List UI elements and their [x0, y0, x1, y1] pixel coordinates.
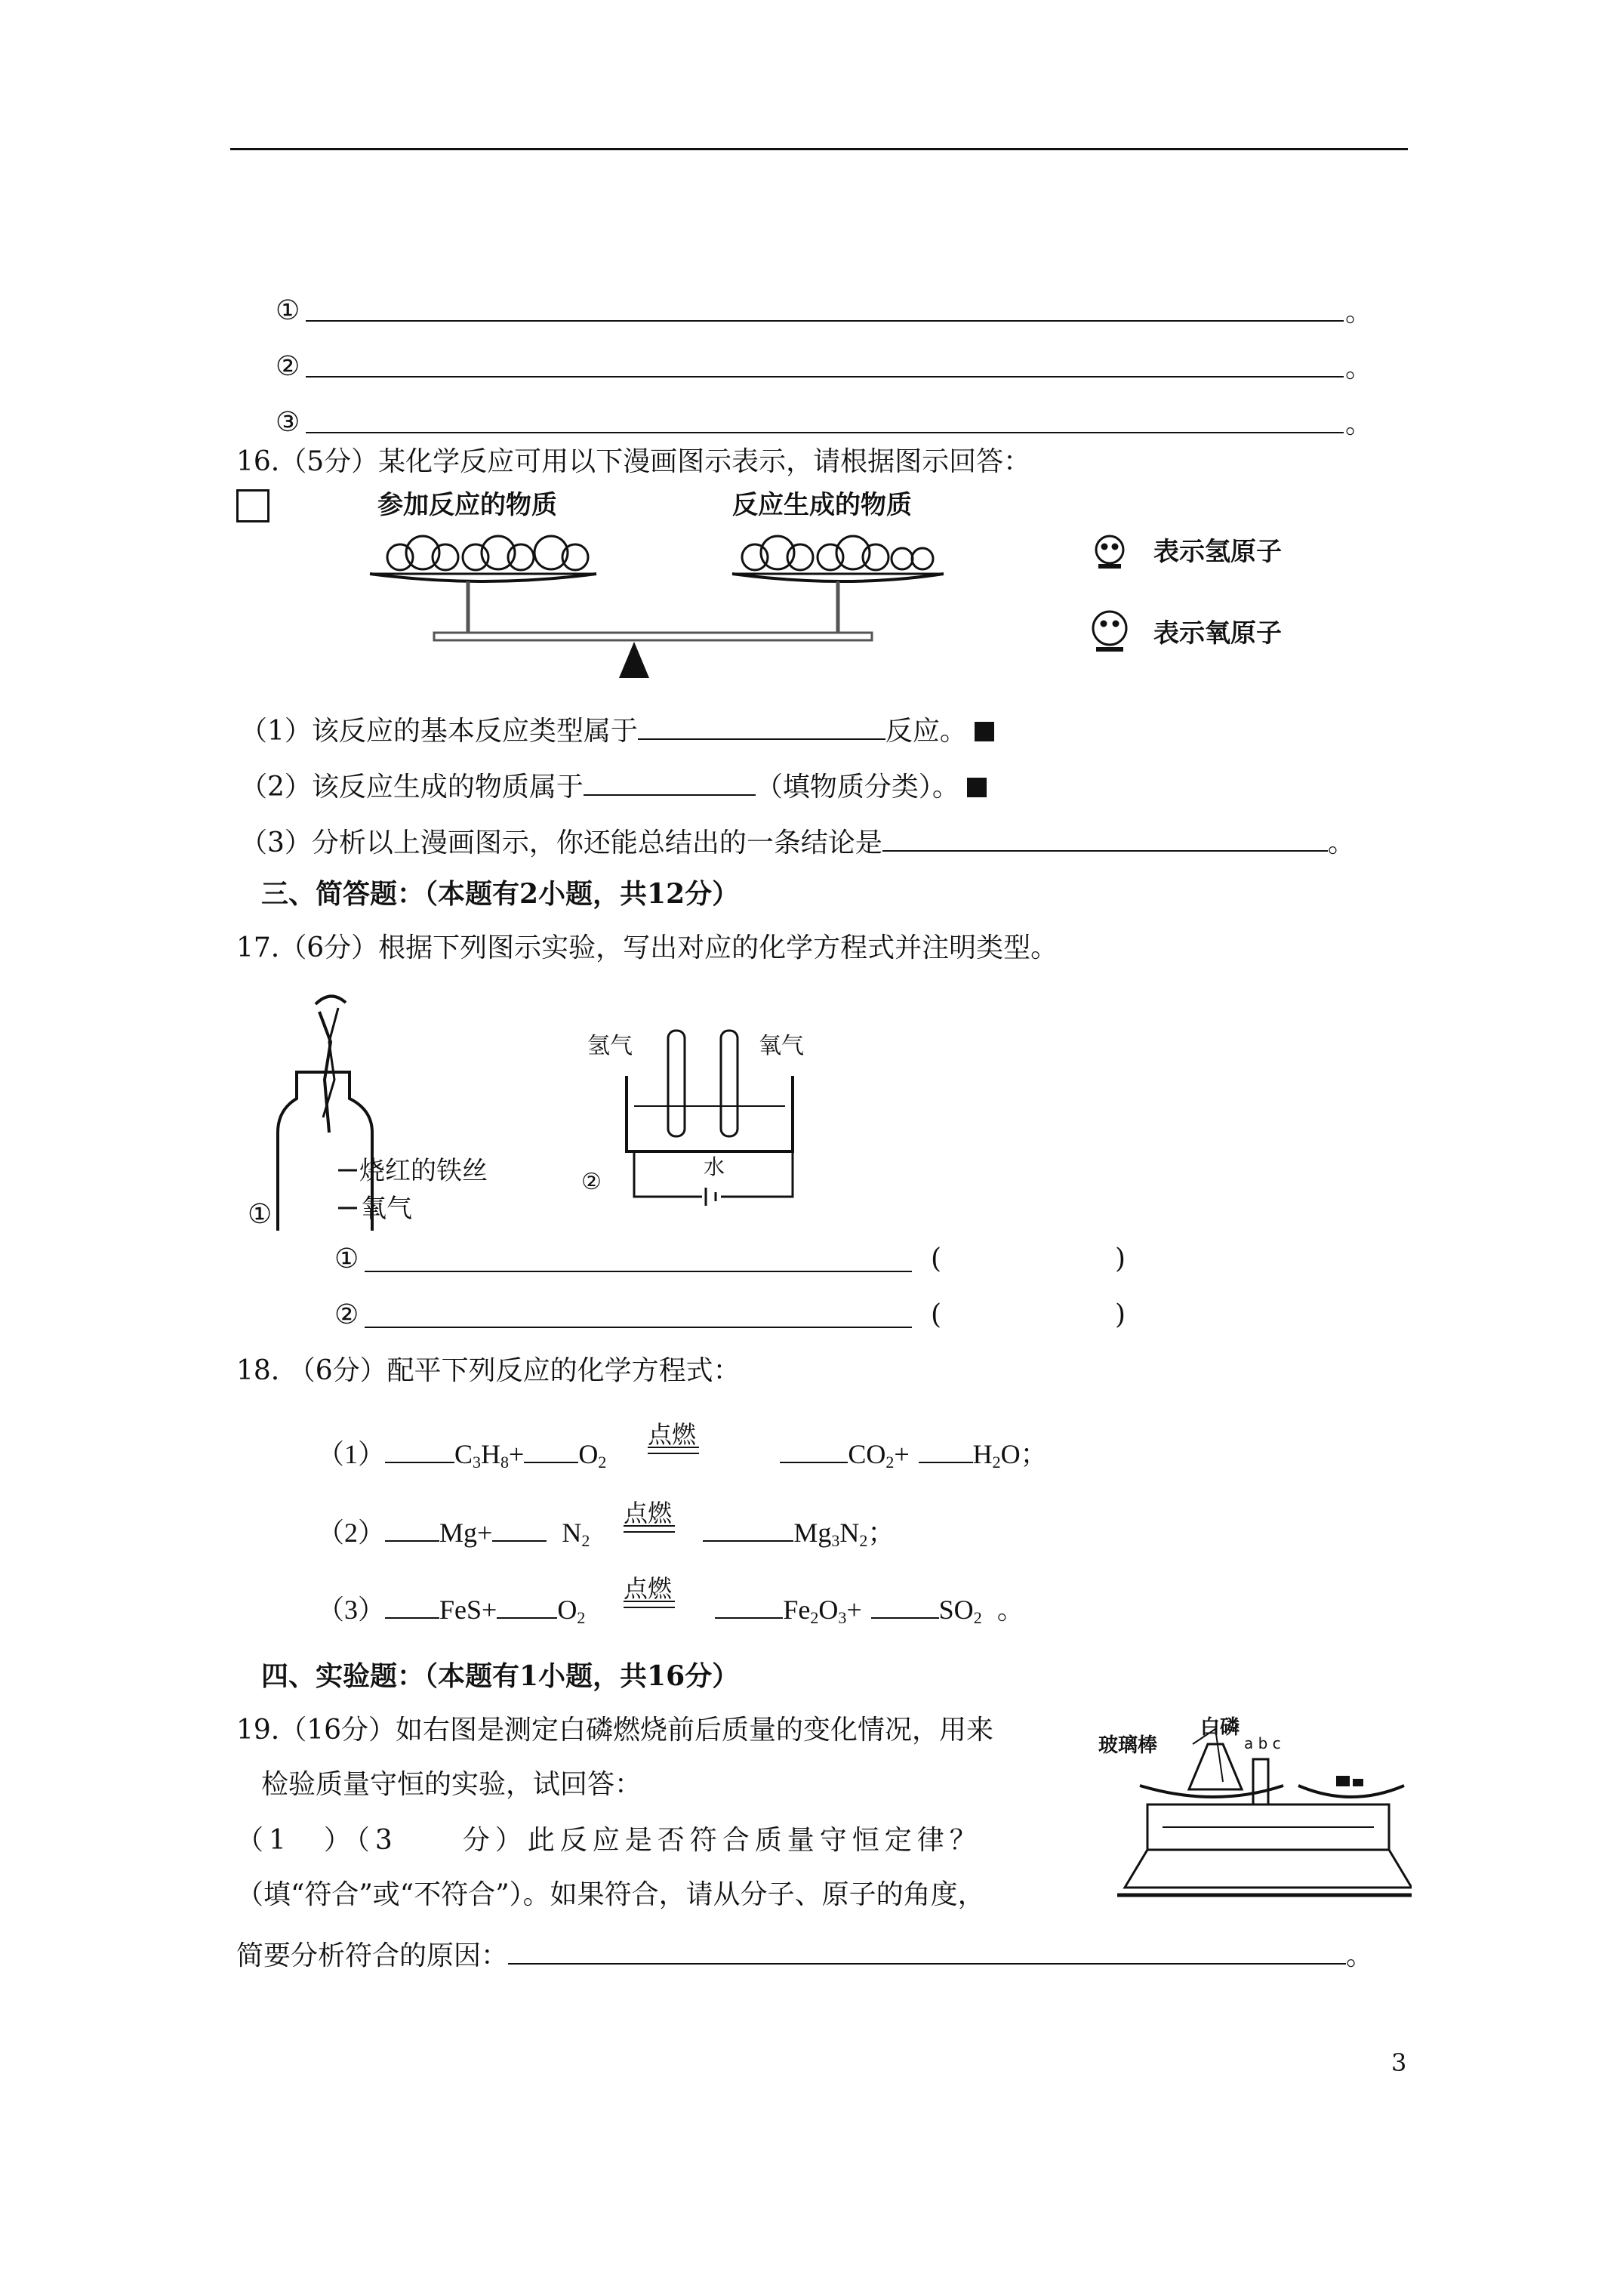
- legend-hydrogen: 表示氢原子: [1153, 537, 1282, 567]
- fig1-num: ①: [248, 1199, 273, 1230]
- legend-oxygen: 表示氧原子: [1153, 618, 1282, 649]
- q17-answer-1-line[interactable]: [365, 1271, 912, 1272]
- q19-balance-figure: [1095, 1714, 1412, 1910]
- eq2-coef-3[interactable]: [703, 1515, 793, 1542]
- fig-phosphorus-label: 白磷: [1200, 1716, 1240, 1739]
- q19-line3: （1 ）（3 分）此反应是否符合质量守恒定律？: [236, 1825, 982, 1856]
- q19-line4: （填“符合”或“不符合”）。如果符合，请从分子、原子的角度，: [236, 1879, 985, 1910]
- fig-glass-label: 玻璃棒: [1098, 1734, 1158, 1757]
- q17-answer-1-num: ①: [334, 1244, 359, 1274]
- q16-sub1: （1）该反应的基本反应类型属于 反应。: [240, 713, 994, 747]
- q19-line5: 简要分析符合的原因： 。: [236, 1937, 1373, 1971]
- eq3-condition: 点燃: [624, 1574, 673, 1603]
- eq3-coef-2[interactable]: [497, 1592, 557, 1619]
- header-rule: [230, 148, 1408, 150]
- q18-title: 18. （6分）配平下列反应的化学方程式：: [236, 1355, 741, 1386]
- left-pan: [1140, 1786, 1283, 1797]
- eq3-double-arrow: [624, 1601, 675, 1608]
- fig1-gas-label: 氧气: [361, 1194, 412, 1224]
- q16-sub2: （2）该反应生成的物质属于 （填物质分类）。: [240, 769, 987, 803]
- eq2-coef-1[interactable]: [385, 1515, 439, 1542]
- blank-line-3[interactable]: [306, 432, 1344, 433]
- q16-cartoon-figure: [362, 483, 1359, 680]
- q17-answer-2-num: ②: [334, 1299, 359, 1330]
- q17-answer-2-paren-open: (: [931, 1299, 942, 1330]
- q16-sub1-blank[interactable]: [638, 713, 885, 740]
- q16-sub2-blank[interactable]: [584, 769, 756, 796]
- eq3-coef-1[interactable]: [385, 1592, 439, 1619]
- fig2-num: ②: [581, 1169, 602, 1195]
- q18-eq3: （3） $FeS+ O_2$ $Fe_2O_3+ SO_2$ 。: [317, 1592, 1024, 1633]
- eq1-coef-4[interactable]: [919, 1436, 973, 1463]
- right-pan: [1298, 1786, 1404, 1797]
- q18-eq1: （1） $C_3H_8+ O_2$ $CO_2+ H_2O$；: [317, 1436, 1048, 1478]
- q19-line1: 19.（16分）如右图是测定白磷燃烧前后质量的变化情况，用来: [236, 1715, 994, 1746]
- tube-right: [721, 1031, 738, 1136]
- fig2-h-label: 氢气: [587, 1033, 633, 1059]
- eq1-coef-2[interactable]: [524, 1436, 578, 1463]
- eq2-double-arrow: [624, 1525, 675, 1533]
- water-trough: [627, 1076, 793, 1151]
- answer-checkbox[interactable]: [236, 489, 269, 522]
- eq1-double-arrow: [648, 1447, 699, 1454]
- blank-item-3-num: ③: [276, 407, 300, 438]
- page-number: 3: [1391, 2048, 1407, 2077]
- section3-heading: 三、简答题：（本题有2小题，共12分）: [261, 878, 740, 910]
- balance-beam: [434, 633, 872, 640]
- left-pan-molecules: [387, 536, 588, 570]
- right-pan-molecules: [742, 536, 933, 570]
- label-products: 反应生成的物质: [732, 490, 912, 520]
- balance-fulcrum: [619, 642, 649, 678]
- q17-answer-2-paren-close: ): [1115, 1299, 1126, 1330]
- q16-sub3: （3）分析以上漫画图示，你还能总结出的一条结论是 。: [240, 824, 1355, 858]
- mark-square-icon: [975, 722, 994, 741]
- blank-item-1-period: 。: [1345, 297, 1373, 328]
- q16-title: 16.（5分）某化学反应可用以下漫画图示表示，请根据图示回答：: [236, 446, 1031, 477]
- eq2-coef-2[interactable]: [492, 1515, 547, 1542]
- flask: [1189, 1744, 1242, 1789]
- q17-figure-1: [240, 982, 512, 1231]
- blank-item-1-num: ①: [276, 295, 300, 326]
- q17-figure-2: [574, 1015, 830, 1212]
- blank-item-3-period: 。: [1345, 408, 1373, 439]
- eq2-condition: 点燃: [624, 1499, 673, 1527]
- q19-reason-blank[interactable]: [508, 1937, 1346, 1965]
- q16-sub3-blank[interactable]: [882, 824, 1328, 852]
- q17-title: 17.（6分）根据下列图示实验，写出对应的化学方程式并注明类型。: [236, 932, 1058, 963]
- tube-left: [668, 1031, 685, 1136]
- label-reactants: 参加反应的物质: [377, 490, 557, 520]
- eq3-coef-3[interactable]: [715, 1592, 783, 1619]
- legend-hydrogen-icon: [1096, 536, 1123, 566]
- eq3-coef-4[interactable]: [871, 1592, 939, 1619]
- eq1-coef-1[interactable]: [385, 1436, 454, 1463]
- fig-abc-label: a b c: [1244, 1734, 1281, 1752]
- q17-answer-2-line[interactable]: [365, 1327, 912, 1328]
- fig2-o-label: 氧气: [759, 1033, 804, 1059]
- blank-line-1[interactable]: [306, 320, 1344, 322]
- q18-eq2: （2） $Mg+ N_2$ $Mg_3N_2$；: [317, 1515, 895, 1556]
- fig1-wire-label: 烧红的铁丝: [359, 1156, 488, 1186]
- mark-square-icon: [967, 778, 987, 797]
- eq1-condition: 点燃: [648, 1420, 697, 1449]
- legend-oxygen-icon: [1093, 612, 1126, 649]
- q17-answer-1-paren-close: ): [1115, 1244, 1126, 1274]
- q17-answer-1-paren-open: (: [931, 1244, 942, 1274]
- blank-item-2-period: 。: [1345, 353, 1373, 384]
- fig2-water-label: 水: [704, 1154, 725, 1179]
- q19-line2: 检验质量守恒的实验，试回答：: [261, 1769, 642, 1800]
- blank-item-2-num: ②: [276, 351, 300, 382]
- blank-line-2[interactable]: [306, 376, 1344, 378]
- eq1-coef-3[interactable]: [780, 1436, 848, 1463]
- section4-heading: 四、实验题：（本题有1小题，共16分）: [261, 1660, 740, 1692]
